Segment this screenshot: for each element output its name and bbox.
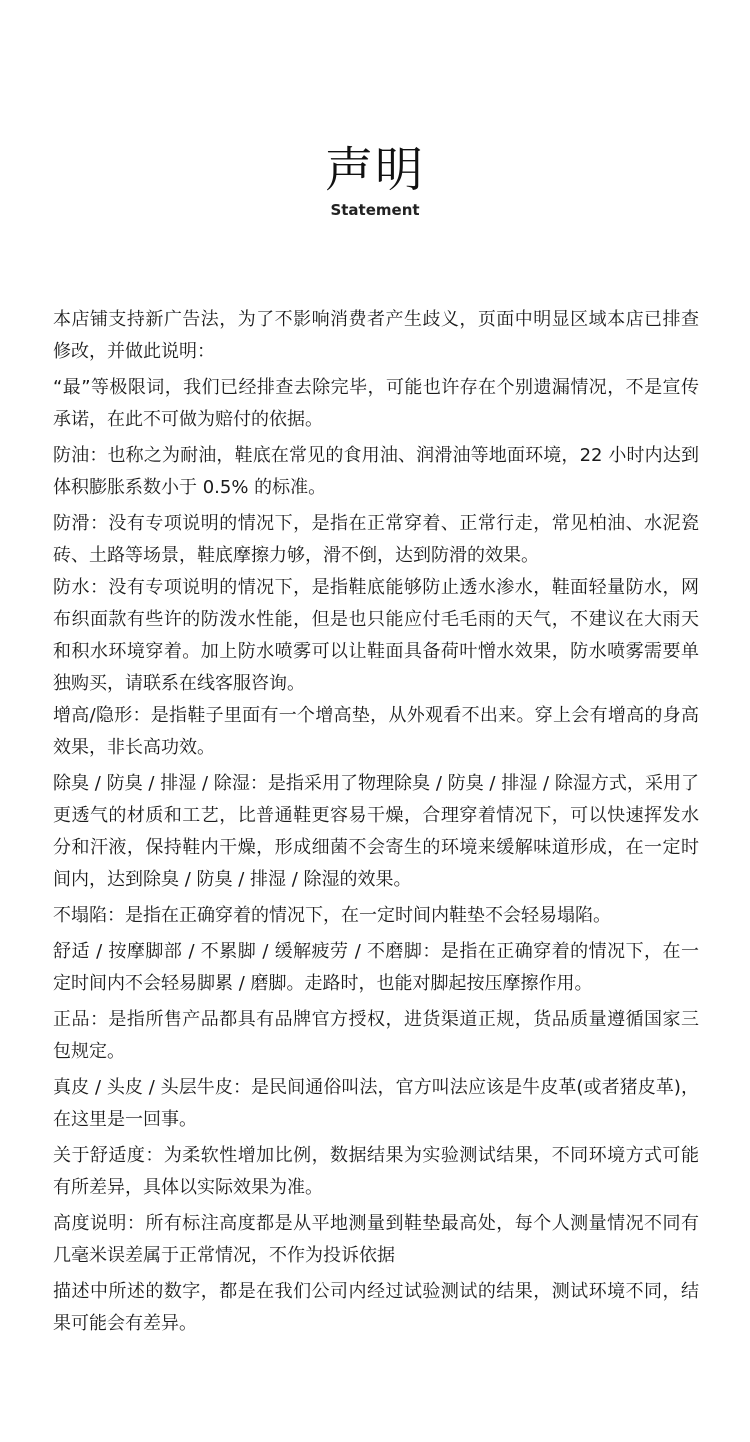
paragraph-deodorize: 除臭 / 防臭 / 排湿 / 除湿：是指采用了物理除臭 / 防臭 / 排湿 / 除湿方式，采用了更透气的材质和工艺，比普通鞋更容易干燥，合理穿着情况下，可以快速挥发水分和汗液，保持鞋内干燥，形成细菌不会寄生的环境来缓解味道形成，在一定时间内，达到除臭 / 防臭 / 排湿 / 除湿的效果。 — [53, 773, 699, 890]
statement-body — [53, 304, 699, 1344]
paragraph-anti-slip: 防滑：没有专项说明的情况下，是指在正常穿着、正常行走，常见柏油、水泥瓷砖、土路等场景，鞋底摩擦力够，滑不倒，达到防滑的效果。 — [53, 513, 699, 566]
paragraph-comfort: 舒适 / 按摩脚部 / 不累脚 / 缓解疲劳 / 不磨脚：是指在正确穿着的情况下，在一定时间内不会轻易脚累 / 磨脚。走路时，也能对脚起按压摩擦作用。 — [53, 941, 699, 994]
paragraph-waterproof: 防水：没有专项说明的情况下，是指鞋底能够防止透水渗水，鞋面轻量防水，网布织面款有些许的防泼水性能，但是也只能应付毛毛雨的天气，不建议在大雨天和积水环境穿着。加上防水喷雾可以让鞋面具备荷叶憎水效果，防水喷雾需要单独购买，请联系在线客服咨询。 — [53, 577, 699, 694]
page-title: 声明 — [324, 142, 425, 198]
paragraph-numbers-note: 描述中所述的数字，都是在我们公司内经过试验测试的结果，测试环境不同，结果可能会有差异。 — [53, 1281, 699, 1334]
page-subtitle: Statement — [330, 201, 420, 219]
paragraph-genuine-leather: 真皮 / 头皮 / 头层牛皮：是民间通俗叫法，官方叫法应该是牛皮革(或者猪皮革)，在这里是一回事。 — [53, 1077, 699, 1130]
statement-header — [0, 140, 750, 220]
paragraph-oil-resistant: 防油：也称之为耐油，鞋底在常见的食用油、润滑油等地面环境，22 小时内达到体积膨胀系数小于 0.5% 的标准。 — [53, 445, 699, 498]
paragraph-height-note: 高度说明：所有标注高度都是从平地测量到鞋垫最高处，每个人测量情况不同有几毫米误差属于正常情况，不作为投诉依据 — [53, 1213, 699, 1266]
paragraph-intro: 本店铺支持新广告法，为了不影响消费者产生歧义，页面中明显区域本店已排查修改，并做此说明： — [53, 309, 699, 362]
paragraph-height-increase: 增高/隐形：是指鞋子里面有一个增高垫，从外观看不出来。穿上会有增高的身高效果，非长高功效。 — [53, 705, 699, 758]
paragraph-authentic: 正品：是指所售产品都具有品牌官方授权，进货渠道正规，货品质量遵循国家三包规定。 — [53, 1009, 699, 1062]
paragraph-comfort-level: 关于舒适度：为柔软性增加比例，数据结果为实验测试结果，不同环境方式可能有所差异，具体以实际效果为准。 — [53, 1145, 699, 1198]
paragraph-no-collapse: 不塌陷：是指在正确穿着的情况下，在一定时间内鞋垫不会轻易塌陷。 — [53, 905, 611, 926]
paragraph-extreme-words: “最”等极限词，我们已经排查去除完毕，可能也许存在个别遗漏情况，不是宣传承诺，在此不可做为赔付的依据。 — [53, 377, 699, 430]
